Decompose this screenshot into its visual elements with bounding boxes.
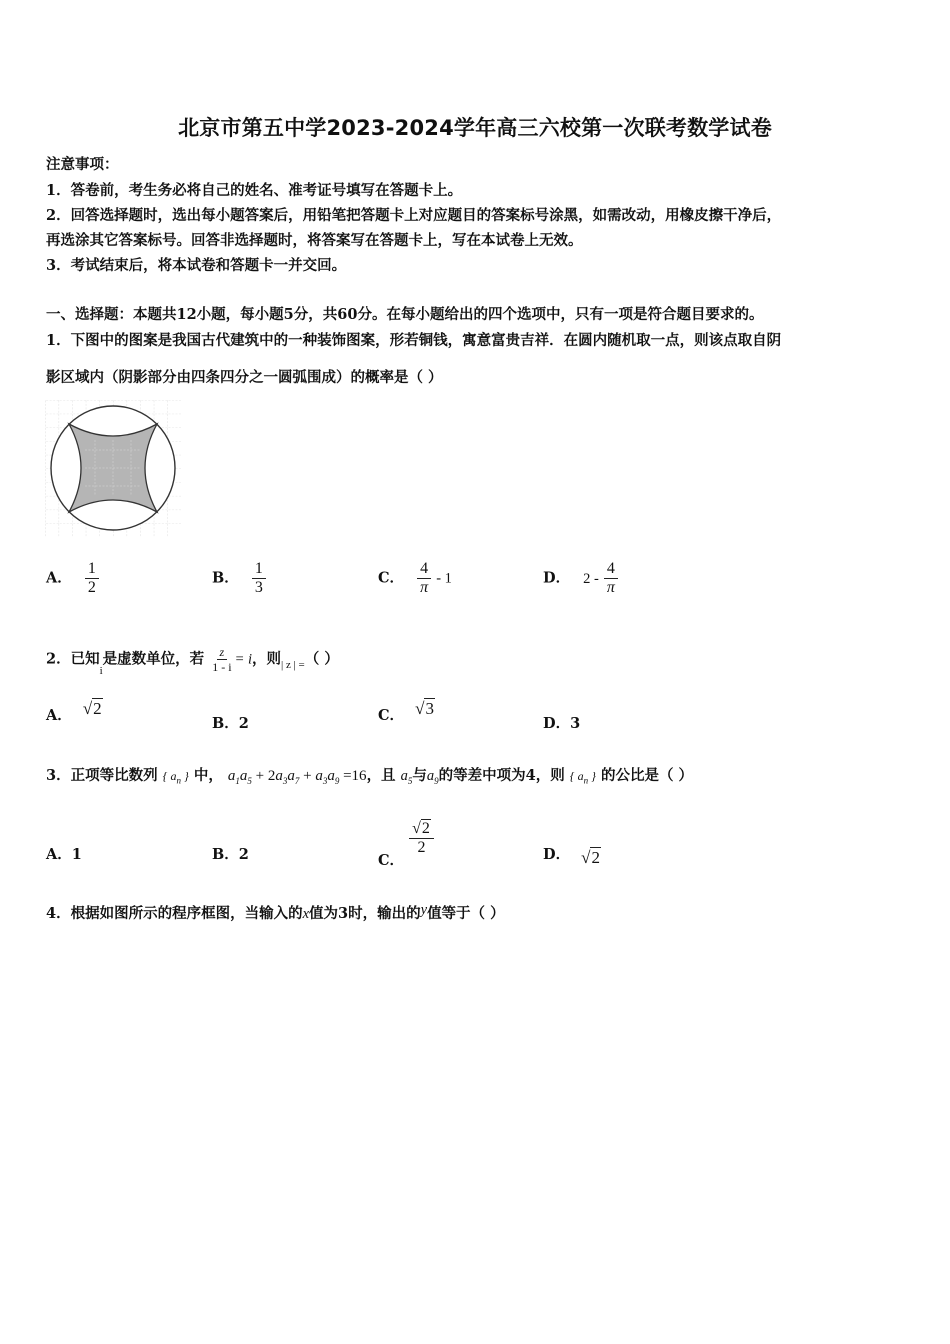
q1-option-c[interactable] — [378, 560, 452, 597]
q3-option-a[interactable] — [46, 843, 82, 864]
section-heading: 一、选择题：本题共12小题，每小题5分，共60分。在每小题给出的四个选项中，只有一项是符合题目要求的。 — [46, 306, 764, 323]
q2-option-b[interactable] — [212, 712, 249, 733]
option-label: C． — [378, 569, 405, 587]
sequence-notation: { $a_n$ } — [569, 769, 596, 786]
sqrt-expr: √2 — [581, 848, 600, 867]
q1-option-a[interactable] — [46, 560, 99, 597]
q2-option-a[interactable] — [46, 699, 103, 725]
option-label: A． — [46, 707, 72, 724]
option-label: D． — [543, 715, 571, 732]
q3-option-b[interactable] — [212, 843, 249, 864]
equation-rhs: = i — [234, 651, 253, 668]
q3-option-d[interactable] — [543, 843, 601, 867]
option-label: B． — [212, 846, 239, 863]
q2-stem: 2．已知$_i$是虚数单位，若 $\frac{z}{1 - i}$ = i，则$_{| z | =}$（ ） — [46, 645, 339, 677]
sqrt-expr: √3 — [415, 699, 434, 718]
q1-option-d[interactable] — [543, 560, 618, 597]
option-label: A． — [46, 569, 72, 587]
option-value: 2 — [238, 715, 249, 732]
sqrt-fraction: $\frac{√2}{2}$ — [409, 820, 434, 857]
option-label: C． — [378, 707, 405, 724]
q1-option-b[interactable] — [212, 560, 266, 597]
variable-x: x — [302, 906, 310, 922]
fraction: $\frac{4}{\pi}$ — [417, 560, 431, 597]
option-value: 1 — [71, 846, 82, 863]
term-a5: $a_5$ — [400, 768, 413, 786]
sqrt-expr: √2 — [82, 699, 102, 718]
option-label: B． — [212, 715, 239, 732]
q3-option-c[interactable] — [378, 820, 434, 869]
option-label: D． — [543, 846, 571, 863]
q4-stem: 4．根据如图所示的程序框图，当输入的x值为3时，输出的y值等于（ ） — [46, 902, 505, 922]
q1-line2: 影区域内（阴影部分由四条四分之一圆弧围成）的概率是（ ） — [46, 369, 443, 386]
option-value: 3 — [570, 715, 581, 732]
coin-pattern-figure — [45, 400, 181, 537]
q3-stem: 3．正项等比数列 { $a_n$ } 中， $a_1a_5 + 2a_3a_7 + a_3a_9 =16$，且 $a_5$与$a_9$的等差中项为4，则 { $a_n$ } 的公比是（ ） — [46, 767, 694, 786]
fraction: $\frac{1}{3}$ — [252, 560, 266, 597]
expression-tail: - 1 — [436, 570, 452, 587]
fraction: $\frac{4}{\pi}$ — [604, 560, 618, 597]
option-label: B． — [212, 569, 239, 587]
imaginary-unit: i — [99, 664, 103, 677]
note-item-1: 1．答卷前，考生务必将自己的姓名、准考证号填写在答题卡上。 — [46, 182, 463, 199]
option-label: A． — [46, 846, 72, 863]
notes-heading: 注意事项： — [46, 156, 119, 173]
equation: $a_1a_5 + 2a_3a_7 + a_3a_9 =16$ — [227, 768, 367, 786]
term-a9: $a_9$ — [426, 768, 439, 786]
option-label: C． — [378, 851, 405, 869]
variable-y: y — [420, 902, 428, 918]
note-item-3: 3．考试结束后，将本试卷和答题卡一并交回。 — [46, 257, 347, 274]
expression-head: 2 - — [583, 570, 599, 587]
option-label: D． — [543, 569, 571, 587]
q2-option-d[interactable] — [543, 712, 580, 733]
q1-line1: 1．下图中的图案是我国古代建筑中的一种装饰图案，形若铜钱，寓意富贵吉祥．在圆内随机取一点，则该点取自阴 — [46, 332, 782, 349]
sequence-notation: { $a_n$ } — [162, 769, 189, 786]
option-value: 2 — [238, 846, 249, 863]
exam-title: 北京市第五中学2023-2024学年高三六校第一次联考数学试卷 — [178, 116, 772, 140]
note-item-2-cont: 再选涂其它答案标号。回答非选择题时，将答案写在答题卡上，写在本试卷上无效。 — [46, 232, 583, 249]
z-fraction: $\frac{z}{1 - i}$ — [212, 645, 232, 674]
fraction: $\frac{1}{2}$ — [85, 560, 99, 597]
q2-option-c[interactable] — [378, 699, 435, 725]
modulus-expr: | z | = — [281, 658, 305, 671]
note-item-2: 2．回答选择题时，选出每小题答案后，用铅笔把答题卡上对应题目的答案标号涂黑，如需改动，用橡皮擦干净后， — [46, 207, 782, 224]
